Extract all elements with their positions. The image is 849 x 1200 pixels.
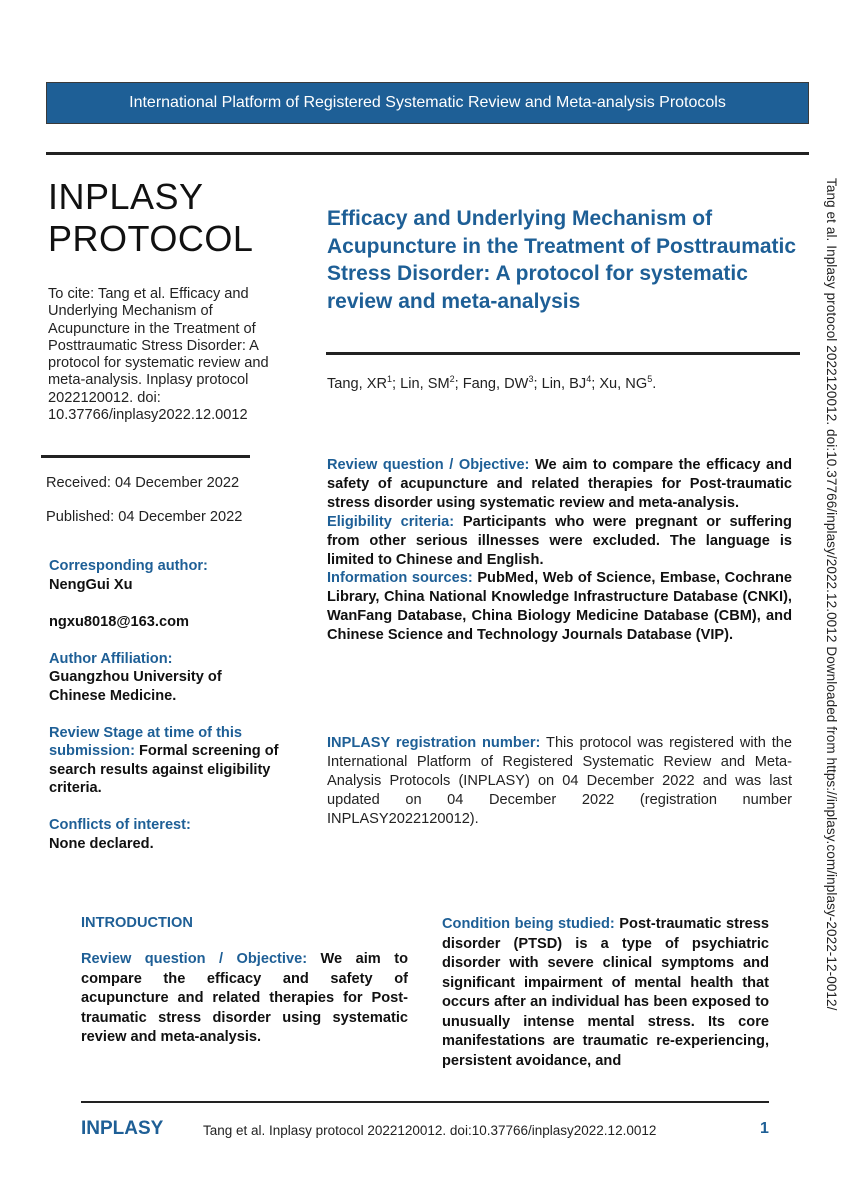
review-stage-value: Formal screening of search results against eligibility criteria.	[49, 743, 279, 796]
registration-info	[327, 734, 792, 829]
intro-column-1	[81, 950, 408, 1048]
abstract	[327, 456, 792, 645]
citation-divider	[41, 455, 250, 458]
sidebar-info	[49, 557, 281, 853]
footer-brand: INPLASY	[81, 1118, 164, 1139]
header-banner	[46, 82, 809, 124]
introduction-heading: INTRODUCTION	[81, 915, 193, 931]
abstract-eligibility-text: Participants who were pregnant or suffering from other serious illnesses were excluded. The language is limited to Chinese and English.	[327, 513, 792, 568]
banner-text: International Platform of Registered Systematic Review and Meta-analysis Protocols	[129, 94, 726, 111]
author-affiliation-number: 1	[387, 374, 393, 384]
corresponding-author-name: NengGui Xu	[49, 576, 133, 593]
registration-text: This protocol was registered with the International Platform of Registered Systematic Review and Meta-Analysis Protocols (INPLASY) on 04 December 2022 and was last updated on 04 December 2022 (registration number INPLASY2022120012).	[327, 735, 793, 827]
brand-line-1: INPLASY	[48, 176, 204, 217]
abstract-review-text: We aim to compare the efficacy and safety of acupuncture and related therapies for Post-traumatic stress disorder using systematic review and meta-analysis.	[327, 457, 792, 511]
author-affiliation-number: 3	[528, 374, 534, 384]
condition-text: Post-traumatic stress disorder (PTSD) is a type of psychiatric disorder with severe clinical symptoms and significant impairment of mental health that occurs after an individual has been exposed to unusually intense mental stress. Its core manifestations are traumatic re-experiencing, persistent avoidance, and	[442, 916, 769, 1069]
author-affiliation-number: 4	[586, 374, 592, 384]
affiliation-label: Author Affiliation:	[49, 650, 173, 667]
condition-label: Condition being studied:	[442, 916, 615, 932]
citation-text: To cite: Tang et al. Efficacy and Underlying Mechanism of Acupuncture in the Treatment of Posttraumatic Stress Disorder: A protocol for systematic review and meta-analysis. Inplasy protocol 2022120012. doi: 10.37766/inplasy2022.12.0012	[48, 286, 269, 424]
author-affiliation-number: 5	[647, 374, 653, 384]
received-date: Received: 04 December 2022	[46, 475, 240, 491]
intro-column-2	[442, 915, 769, 1071]
author-name: Lin, SM	[400, 375, 450, 392]
author-name: Lin, BJ	[541, 375, 587, 392]
intro-review-text: We aim to compare the efficacy and safety of acupuncture and related therapies for Post-traumatic stress disorder using systematic review and meta-analysis.	[81, 951, 408, 1045]
footer-divider	[81, 1101, 769, 1103]
side-download-note: Tang et al. Inplasy protocol 2022120012. doi:10.37766/inplasy/2022.12.0012 Downloaded from https://inplasy.com/inplasy-2022-12-0012/	[824, 178, 839, 1011]
article-title: Efficacy and Underlying Mechanism of Acupuncture in the Treatment of Posttraumatic Stress Disorder: A protocol for systematic review and meta-analysis	[327, 207, 797, 313]
page-number: 1	[760, 1120, 769, 1137]
conflicts-value: None declared.	[49, 835, 154, 852]
author-email: ngxu8018@163.com	[49, 613, 189, 630]
abstract-sources-text: PubMed, Web of Science, Embase, Cochrane Library, China National Knowledge Infrastructure Database (CNKI), WanFang Database, China Biology Medicine Database (CBM), and Chinese Science and Technology Journals Database (VIP).	[327, 570, 792, 644]
abstract-review-label: Review question / Objective:	[327, 457, 530, 473]
author-list: Tang, $XR^1$; Lin, $SM^2$; Fang, $DW^3$; Lin, $BJ^4$; Xu, $NG^5$.	[327, 374, 657, 392]
top-divider	[46, 152, 809, 155]
review-stage-label: Review Stage at time of this submission:	[49, 724, 243, 759]
brand-line-2: PROTOCOL	[48, 218, 254, 259]
title-divider	[326, 352, 800, 355]
author-name: Xu, NG	[599, 375, 648, 392]
footer-citation: Tang et al. Inplasy protocol 2022120012. doi:10.37766/inplasy2022.12.0012	[203, 1123, 657, 1138]
corresponding-author-label: Corresponding author:	[49, 558, 208, 574]
author-affiliation-number: 2	[449, 374, 455, 384]
author-name: Fang, DW	[462, 375, 529, 392]
author-name: Tang, XR	[327, 375, 388, 392]
review-stage	[49, 724, 281, 798]
registration-label: INPLASY registration number:	[327, 735, 541, 751]
abstract-eligibility-label: Eligibility criteria:	[327, 513, 455, 530]
conflicts-label: Conflicts of interest:	[49, 817, 191, 833]
intro-review-label: Review question / Objective:	[81, 951, 308, 967]
abstract-sources-label: Information sources:	[327, 570, 473, 587]
affiliation-value: Guangzhou University of Chinese Medicine.	[49, 669, 222, 704]
brand-title	[48, 176, 253, 260]
published-date: Published: 04 December 2022	[46, 509, 243, 525]
